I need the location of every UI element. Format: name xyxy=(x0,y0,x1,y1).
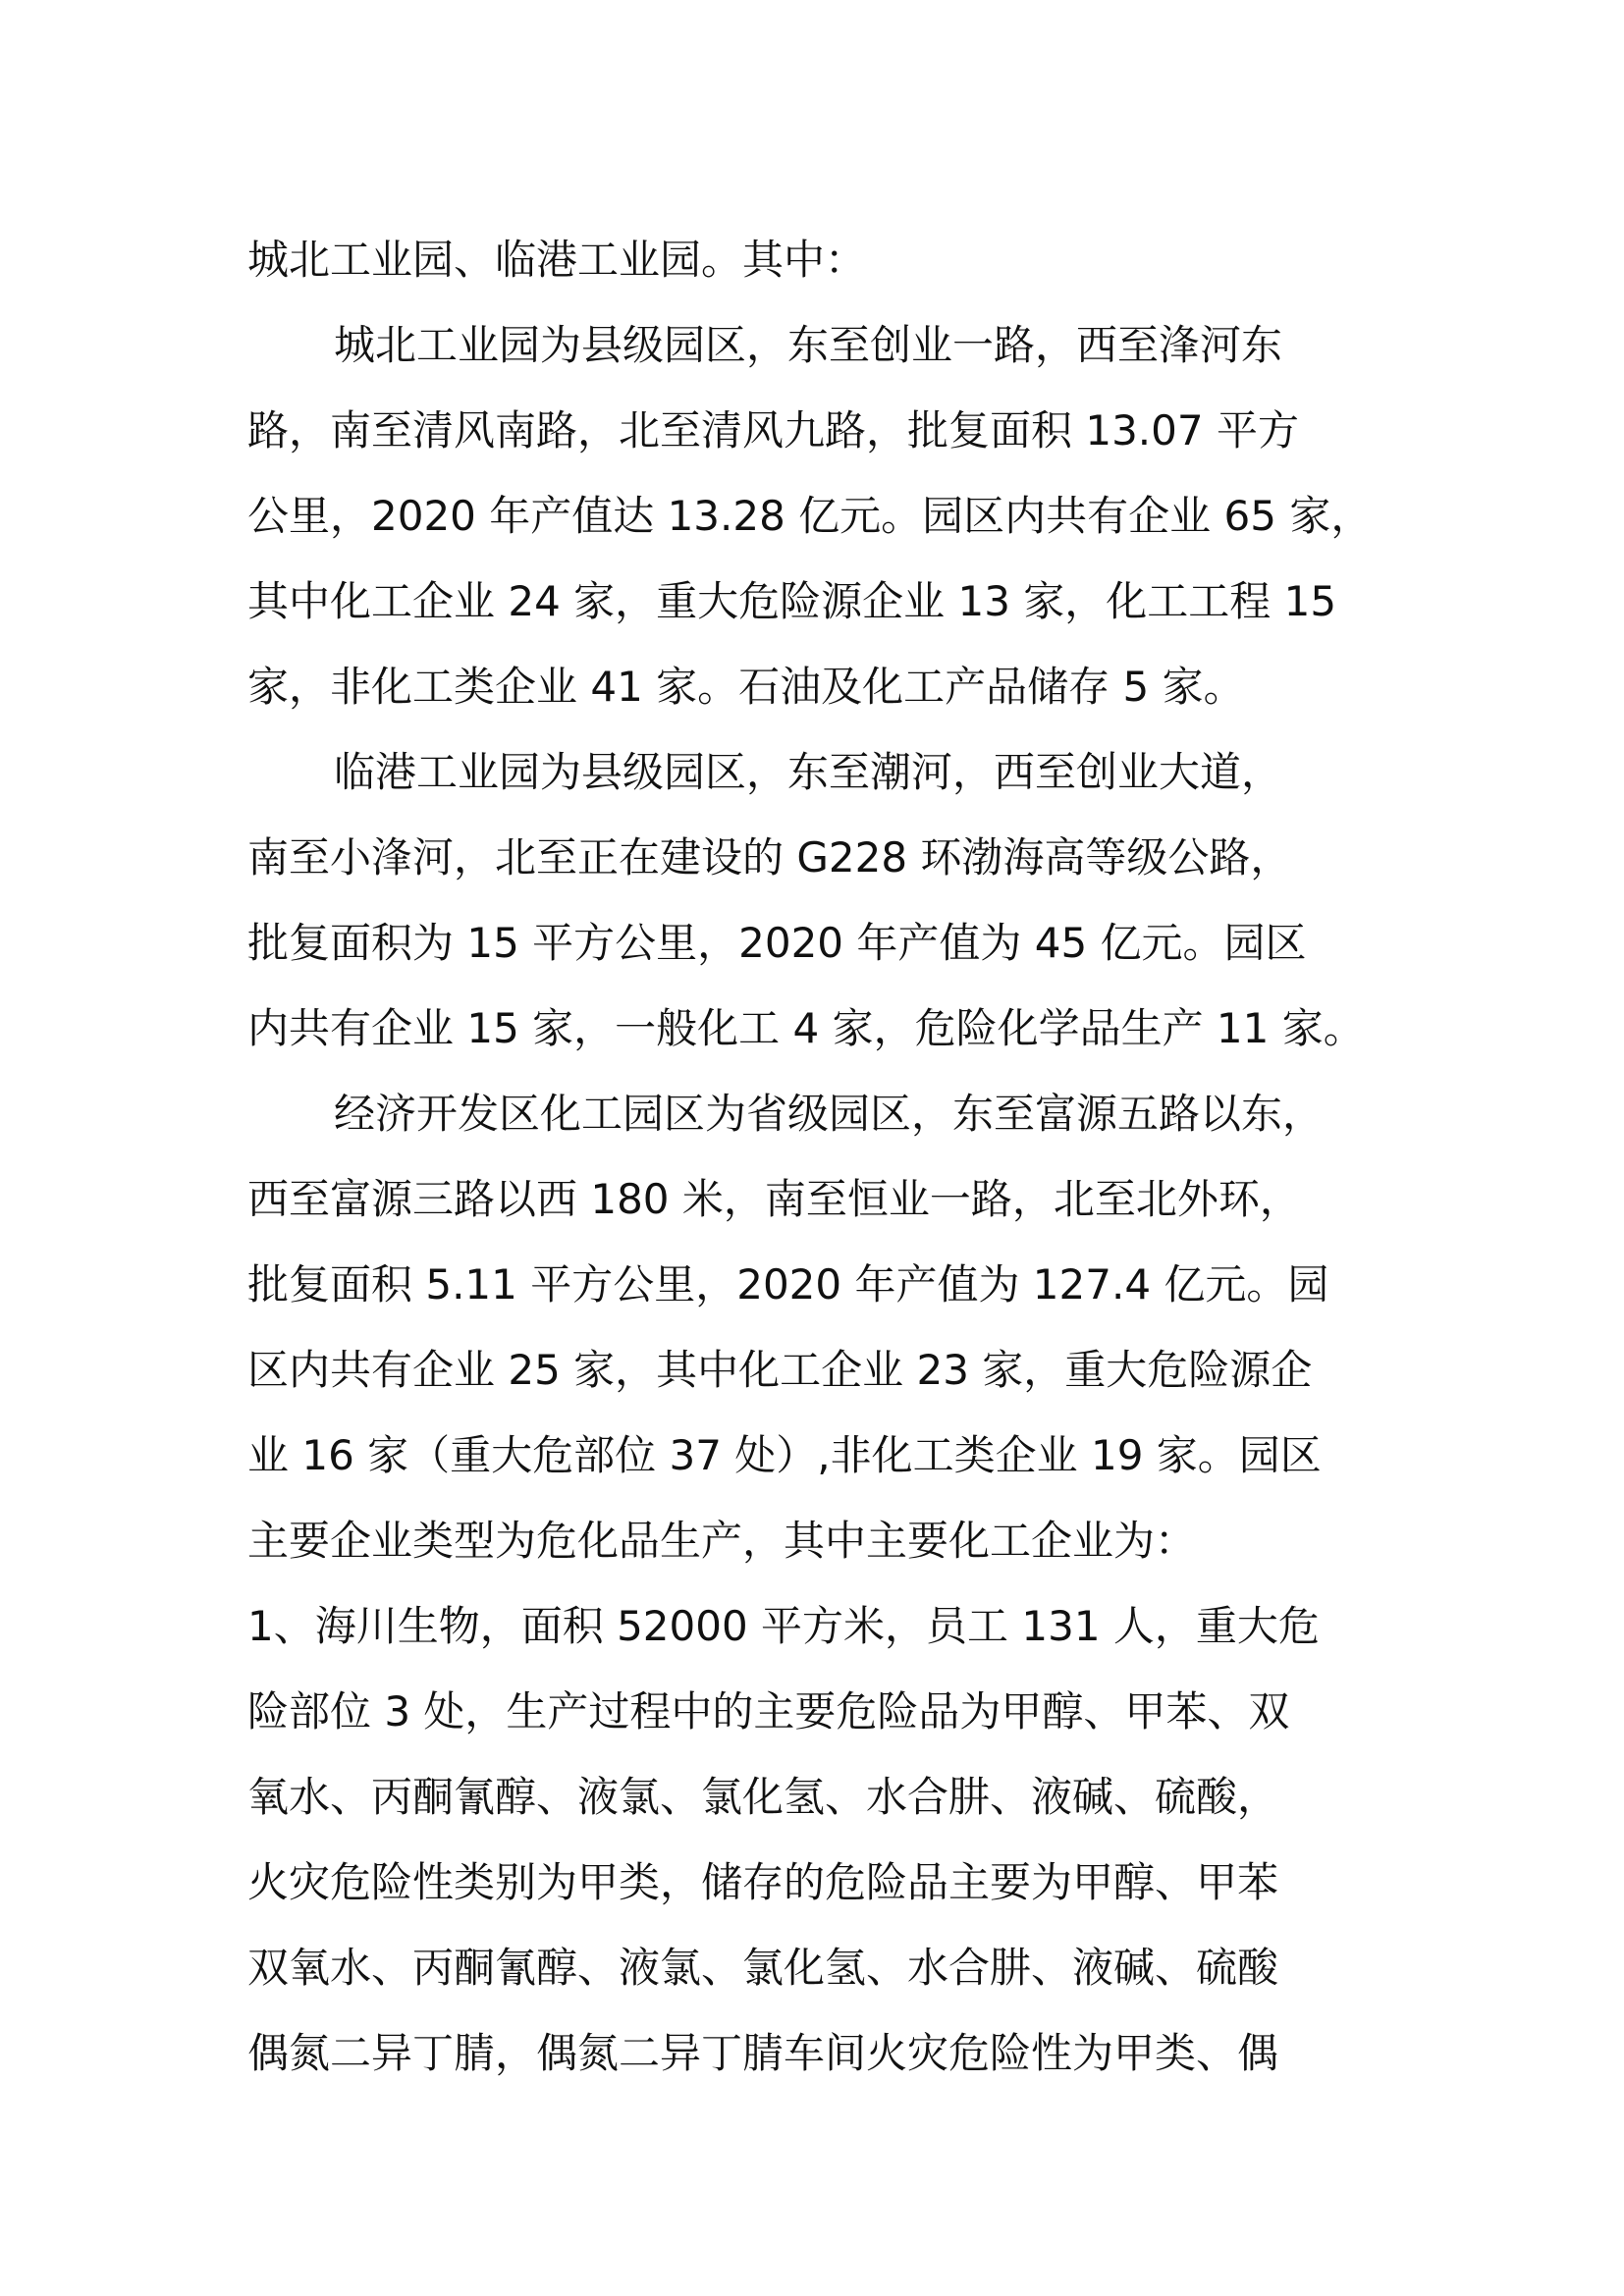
paragraph-lingang-start: 临港工业园为县级园区，东至潮河，西至创业大道， xyxy=(334,748,1283,796)
text-line-15: 业 16 家（重大危部位 37 处）,非化工类企业 19 家。园区 xyxy=(247,1431,1322,1479)
text-line-20: 火灾危险性类别为甲类，储存的危险品主要为甲醇、甲苯 xyxy=(247,1858,1279,1906)
text-line-21: 双氧水、丙酮氰醇、液氯、氯化氢、水合肼、液碱、硫酸 xyxy=(247,1944,1279,1992)
paragraph-jingkai-start: 经济开发区化工园区为省级园区，东至富源五路以东， xyxy=(334,1090,1325,1138)
text-line-5: 其中化工企业 24 家，重大危险源企业 13 家，化工工程 15 xyxy=(247,577,1337,625)
text-line-8: 南至小浲河，北至正在建设的 G228 环渤海高等级公路， xyxy=(247,833,1292,881)
text-line-16: 主要企业类型为危化品生产，其中主要化工企业为： xyxy=(247,1517,1197,1565)
text-line-18: 险部位 3 处，生产过程中的主要危险品为甲醇、甲苯、双 xyxy=(247,1687,1290,1735)
text-line-3: 路，南至清风南路，北至清风九路，批复面积 13.07 平方 xyxy=(247,406,1299,454)
text-line-10: 内共有企业 15 家，一般化工 4 家，危险化学品生产 11 家。 xyxy=(247,1004,1365,1052)
text-line-6: 家，非化工类企业 41 家。石油及化工产品储存 5 家。 xyxy=(247,663,1245,711)
text-line-22: 偶氮二异丁腈，偶氮二异丁腈车间火灾危险性为甲类、偶 xyxy=(247,2029,1279,2077)
paragraph-chengbei-start: 城北工业园为县级园区，东至创业一路，西至浲河东 xyxy=(334,321,1283,369)
text-line-12: 西至富源三路以西 180 米，南至恒业一路，北至北外环， xyxy=(247,1175,1301,1223)
text-line-14: 区内共有企业 25 家，其中化工企业 23 家，重大危险源企 xyxy=(247,1346,1313,1394)
list-item-1-start: 1、海川生物，面积 52000 平方米，员工 131 人，重大危 xyxy=(247,1602,1320,1650)
text-line-19: 氧水、丙酮氰醇、液氯、氯化氢、水合肼、液碱、硫酸， xyxy=(247,1773,1279,1821)
text-line-1: 城北工业园、临港工业园。其中： xyxy=(247,236,867,284)
text-line-9: 批复面积为 15 平方公里，2020 年产值为 45 亿元。园区 xyxy=(247,919,1307,967)
text-line-4: 公里，2020 年产值达 13.28 亿元。园区内共有企业 65 家， xyxy=(247,492,1373,540)
text-line-13: 批复面积 5.11 平方公里，2020 年产值为 127.4 亿元。园 xyxy=(247,1260,1329,1308)
